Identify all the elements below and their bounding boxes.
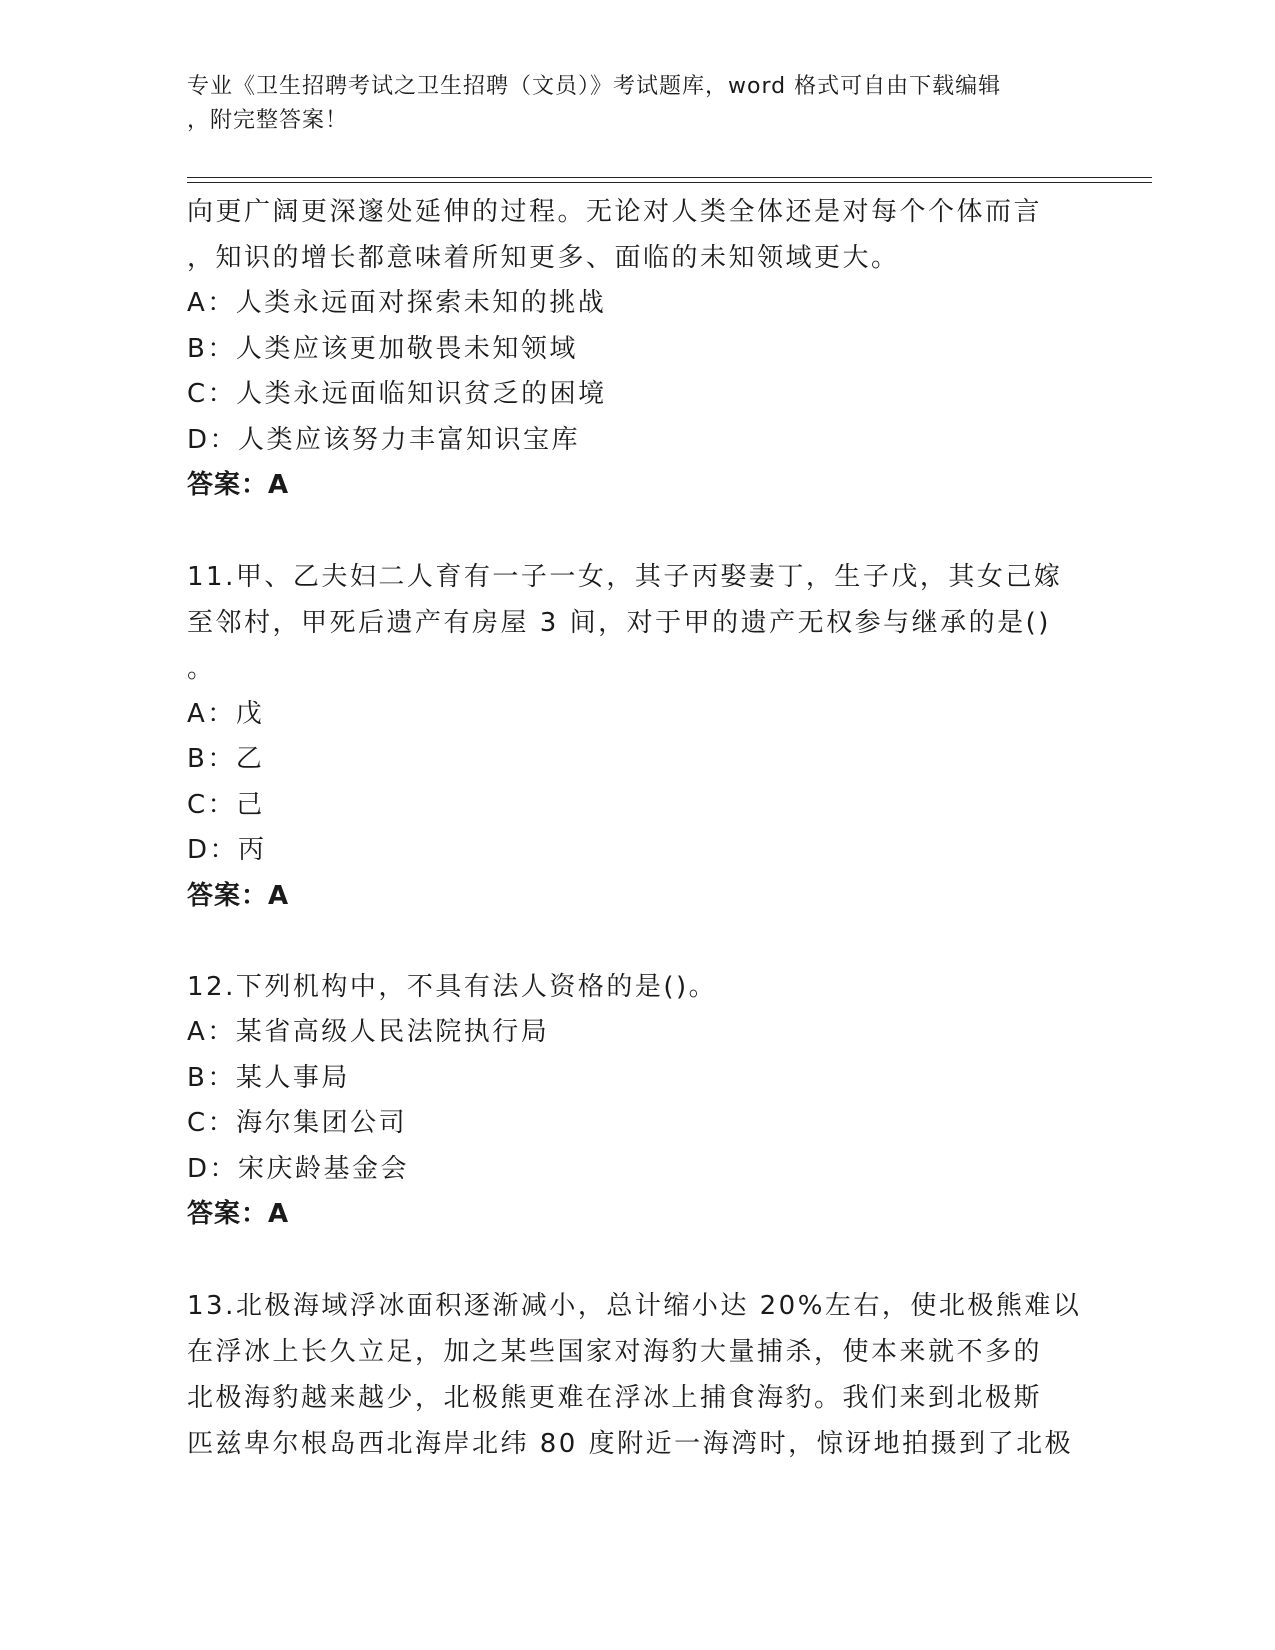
question-block-11	[187, 554, 1087, 920]
option-b: B：人类应该更加敬畏未知领域	[187, 333, 578, 364]
question-spacer	[187, 509, 1087, 554]
question-text: 11.甲、乙夫妇二人育有一子一女，其子丙娶妻丁，生子戊，其女己嫁 至邻村，甲死后遗产有房屋 3 间，对于甲的遗产无权参与继承的是() 。	[187, 561, 1063, 684]
question-block-13	[187, 1283, 1087, 1467]
option-d: D：丙	[187, 835, 267, 865]
question-passage: 向更广阔更深邃处延伸的过程。无论对人类全体还是对每个个体而言 ，知识的增长都意味着所知更多、面临的未知领域更大。	[187, 197, 1043, 273]
option-c: C：己	[187, 789, 265, 820]
option-c: C：海尔集团公司	[187, 1108, 408, 1138]
question-block-12	[187, 964, 1087, 1238]
option-a: A：戊	[187, 698, 265, 729]
header-divider-top	[187, 177, 1152, 178]
option-d: D：人类应该努力丰富知识宝库	[187, 424, 581, 455]
option-a: A：某省高级人民法院执行局	[187, 1017, 550, 1047]
document-header: 专业《卫生招聘考试之卫生招聘（文员）》考试题库，word 格式可自由下载编辑 ，附完整答案！	[187, 74, 1002, 133]
option-c: C：人类永远面临知识贫乏的困境	[187, 379, 607, 409]
option-a: A：人类永远面对探索未知的挑战	[187, 288, 607, 318]
option-d: D：宋庆龄基金会	[187, 1153, 410, 1184]
answer-line: 答案：A	[187, 470, 290, 500]
option-b: B：乙	[187, 744, 265, 774]
answer-line: 答案：A	[187, 880, 290, 911]
question-text: 12.下列机构中，不具有法人资格的是()。	[187, 972, 718, 1002]
document-body	[187, 189, 1087, 1467]
question-text: 13.北极海域浮冰面积逐渐减小，总计缩小达 20%左右，使北极熊难以 在浮冰上长久立足，加之某些国家对海豹大量捕杀，使本来就不多的 北极海豹越来越少，北极熊更难在浮冰上捕食海豹。我们来到北极斯 匹兹卑尔根岛西北海岸北纬 80 度附近一海湾时，惊讶地拍摄到了北极	[187, 1290, 1082, 1459]
question-spacer	[187, 1238, 1087, 1283]
question-spacer	[187, 919, 1087, 964]
option-b: B：某人事局	[187, 1062, 350, 1093]
header-divider-bottom	[187, 182, 1152, 183]
question-block-10	[187, 189, 1087, 509]
answer-line: 答案：A	[187, 1199, 290, 1229]
